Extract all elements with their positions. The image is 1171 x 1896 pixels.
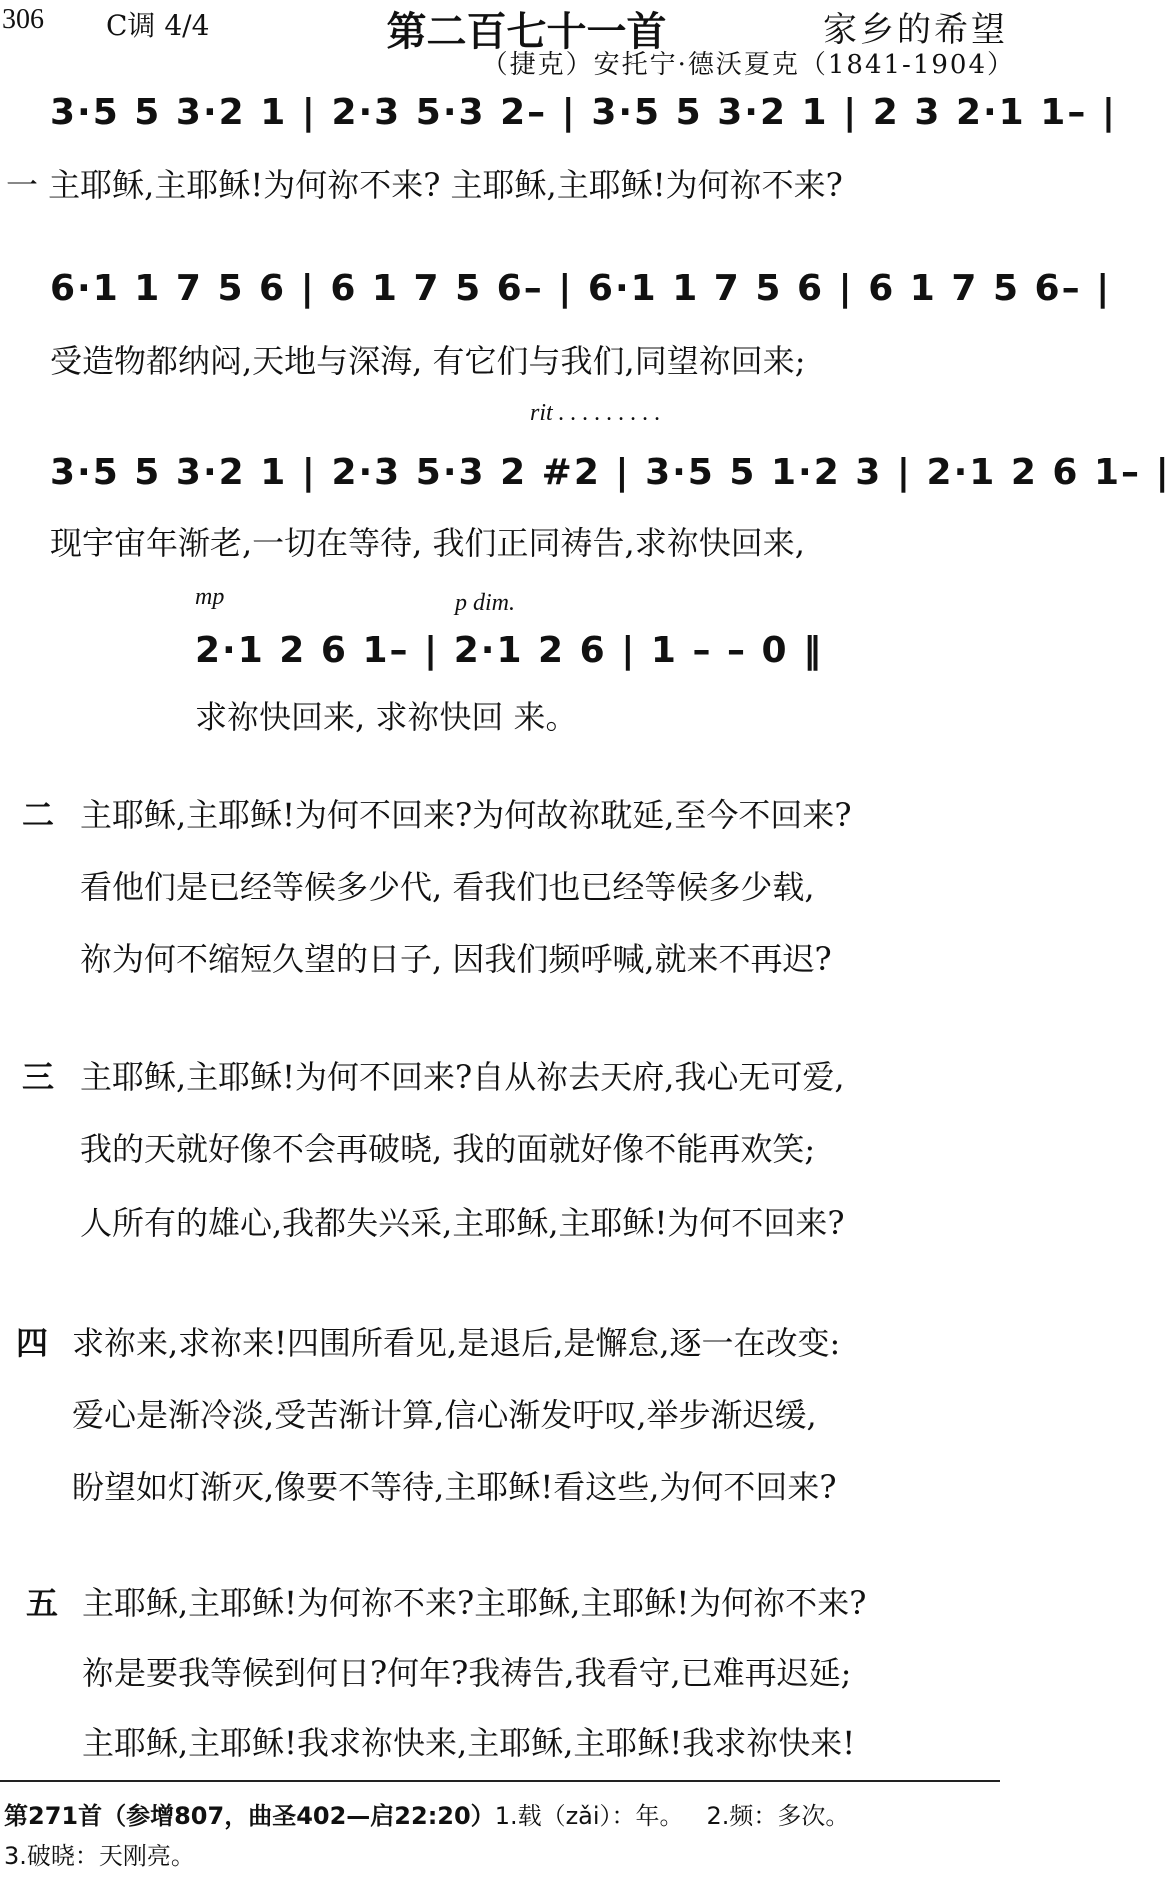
tune-name: 家乡的希望 — [823, 10, 1008, 50]
score-line-1-notes: 3·5 5 3·2 1 | 2·3 5·3 2– | 3·5 5 3·2 1 | 2 3 2·1 1– | — [50, 92, 1117, 133]
verse-number: 四 — [16, 1324, 49, 1362]
verse-number: 五 — [26, 1584, 59, 1622]
verse-line: 主耶稣,主耶稣!为何不回来?自从祢去天府,我心无可爱, — [80, 1058, 845, 1096]
score-line-3-lyric: 现宇宙年渐老,一切在等待, 我们正同祷告,求祢快回来, — [50, 524, 805, 562]
verse-line: 主耶稣,主耶稣!我求祢快来,主耶稣,主耶稣!我求祢快来! — [82, 1724, 856, 1762]
footnote-reference: 第271首（参增807，曲圣402—启22:20） — [4, 1802, 495, 1830]
score-line-2-notes: 6·1 1 7 5 6 | 6 1 7 5 6– | 6·1 1 7 5 6 | 6 1 7 5 6– | — [50, 268, 1112, 309]
footnote-line-1 — [4, 1796, 849, 1831]
verse-line: 人所有的雄心,我都失兴采,主耶稣,主耶稣!为何不回来? — [80, 1204, 845, 1242]
verse-line: 主耶稣,主耶稣!为何祢不来?主耶稣,主耶稣!为何祢不来? — [82, 1584, 867, 1622]
score-line-4-notes: 2·1 2 6 1– | 2·1 2 6 | 1 – – 0 ‖ — [195, 630, 824, 671]
score-line-1-lyric: 一 主耶稣,主耶稣!为何祢不来? 主耶稣,主耶稣!为何祢不来? — [6, 166, 843, 204]
verse-line: 我的天就好像不会再破晓, 我的面就好像不能再欢笑; — [80, 1130, 816, 1168]
mp-marking: mp — [195, 584, 225, 610]
verse-line: 祢是要我等候到何日?何年?我祷告,我看守,已难再迟延; — [82, 1654, 852, 1692]
composer-credit: （捷克）安托宁·德沃夏克（1841-1904） — [481, 50, 1015, 80]
rit-marking: rit . . . . . . . . . — [530, 400, 661, 426]
verse-line: 主耶稣,主耶稣!为何不回来?为何故祢耽延,至今不回来? — [80, 796, 852, 834]
footnote-divider — [0, 1780, 1000, 1782]
verse-line: 盼望如灯渐灭,像要不等待,主耶稣!看这些,为何不回来? — [72, 1468, 837, 1506]
key-signature: C调 4/4 — [106, 9, 210, 42]
verse-line: 爱心是渐冷淡,受苦渐计算,信心渐发吁叹,举步渐迟缓, — [72, 1396, 817, 1434]
verse-line: 求祢来,求祢来!四围所看见,是退后,是懈怠,逐一在改变: — [72, 1324, 841, 1362]
verse-number: 二 — [22, 796, 55, 834]
footnote-2: 2.频：多次。 — [706, 1802, 850, 1830]
score-line-4-lyric: 求祢快回来, 求祢快回 来。 — [195, 698, 578, 736]
footnote-1: 1.载（zǎi）：年。 — [494, 1802, 684, 1830]
hymn-title: 第二百七十一首 — [386, 9, 667, 55]
verse-line: 看他们是已经等候多少代, 看我们也已经等候多少载, — [80, 868, 815, 906]
score-line-2-lyric: 受造物都纳闷,天地与深海, 有它们与我们,同望祢回来; — [50, 342, 806, 380]
p-dim-marking: p dim. — [455, 590, 515, 616]
page-number: 306 — [2, 4, 44, 35]
score-line-3-notes: 3·5 5 3·2 1 | 2·3 5·3 2 #2 | 3·5 5 1·2 3 | 2·1 2 6 1– | — [50, 452, 1171, 493]
verse-number: 三 — [22, 1058, 55, 1096]
footnote-3: 3.破晓：天刚亮。 — [4, 1842, 195, 1870]
verse-line: 祢为何不缩短久望的日子, 因我们频呼喊,就来不再迟? — [80, 940, 832, 978]
